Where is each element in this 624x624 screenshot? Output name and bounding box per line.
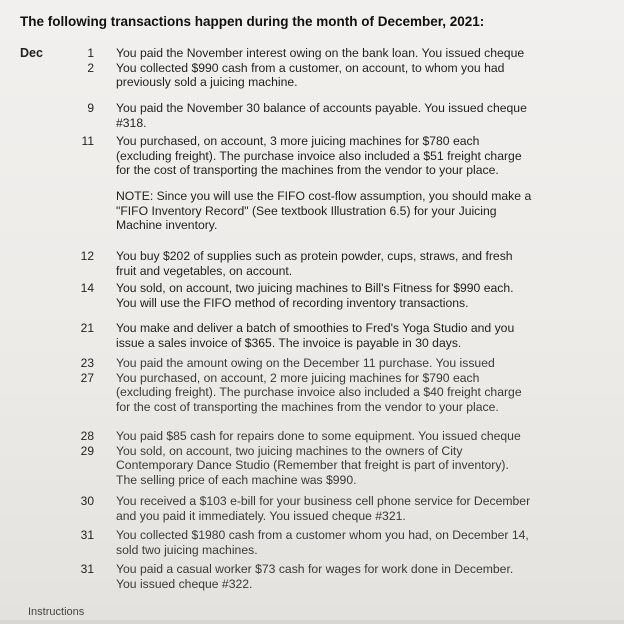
transaction-day (62, 356, 94, 386)
description-line: You paid the amount owing on the December 11 purchase. You issued (116, 356, 495, 370)
transaction-description (116, 134, 616, 178)
description-line: for the cost of transporting the machines from the vendor to your place. (116, 399, 499, 414)
description-line: (excluding freight). The purchase invoice also included a $40 freight charge (116, 385, 522, 399)
description-line: You sold, on account, two juicing machines to the owners of City (116, 443, 463, 458)
transaction-day (62, 528, 94, 543)
description-line: You purchased, on account, 2 more juicing machines for $790 each (116, 370, 480, 385)
description-line: You collected $1980 cash from a customer whom you had, on December 14, (116, 528, 529, 542)
day-number: 9 (87, 101, 94, 115)
day-number: 1 (87, 46, 94, 60)
description-line: You will use the FIFO method of recording inventory transactions. (116, 295, 469, 310)
transaction-description (116, 321, 616, 350)
transaction-description (116, 46, 616, 90)
transaction-description (116, 249, 616, 278)
description-line: Contemporary Dance Studio (Remember that freight is part of inventory). (116, 458, 509, 472)
description-line: (excluding freight). The purchase invoice also included a $51 freight charge (116, 148, 522, 163)
description-line: issue a sales invoice of $365. The invoice is payable in 30 days. (116, 335, 462, 350)
page-title: The following transactions happen during the month of December, 2021: (20, 14, 485, 29)
transaction-description (116, 101, 616, 130)
description-line: sold two juicing machines. (116, 542, 258, 557)
day-number: 27 (80, 371, 94, 385)
transaction-description (116, 494, 616, 523)
day-number: 14 (80, 281, 94, 295)
day-number: 28 (80, 429, 94, 443)
description-line: You purchased, on account, 3 more juicing machines for $780 each (116, 134, 480, 148)
bottom-divider (0, 620, 624, 624)
transaction-description (116, 189, 616, 233)
day-number: 30 (80, 494, 94, 508)
description-line: You collected $990 cash from a customer, on account, to whom you had (116, 60, 505, 75)
transaction-description (116, 562, 616, 591)
description-line: "FIFO Inventory Record" (See textbook Illustration 6.5) for your Juicing (116, 203, 497, 218)
month-label: Dec (20, 46, 43, 60)
transaction-day (62, 429, 94, 459)
description-line: You make and deliver a batch of smoothies to Fred's Yoga Studio and you (116, 321, 515, 335)
description-line: You issued cheque #322. (116, 576, 253, 591)
description-line: Machine inventory. (116, 218, 218, 232)
day-number: 11 (81, 134, 94, 148)
day-number: 21 (80, 321, 94, 335)
description-line: You paid the November 30 balance of accounts payable. You issued cheque (116, 101, 527, 115)
description-line: You paid the November interest owing on the bank loan. You issued cheque (116, 46, 525, 60)
day-number: 31 (80, 528, 94, 542)
description-line: You sold, on account, two juicing machines to Bill's Fitness for $990 each. (116, 281, 514, 295)
transaction-day (62, 562, 94, 577)
day-number: 2 (87, 61, 94, 75)
transaction-description (116, 528, 616, 557)
day-number: 23 (80, 356, 94, 370)
transaction-day (62, 281, 94, 296)
transaction-day (62, 134, 94, 149)
description-line: The selling price of each machine was $990. (116, 472, 357, 487)
description-line: You paid $85 cash for repairs done to some equipment. You issued cheque (116, 429, 521, 443)
transaction-description (116, 281, 616, 310)
day-number: 31 (80, 562, 94, 576)
transaction-description (116, 429, 616, 487)
description-line: You received a $103 e-bill for your business cell phone service for December (116, 494, 531, 508)
day-number: 29 (80, 444, 94, 458)
description-line: You buy $202 of supplies such as protein powder, cups, straws, and fresh (116, 249, 513, 263)
transaction-day (62, 321, 94, 336)
instructions-tab[interactable]: Instructions (28, 606, 85, 618)
description-line: fruit and vegetables, on account. (116, 263, 293, 278)
transaction-day (62, 249, 94, 264)
transaction-day (62, 101, 94, 116)
description-line: NOTE: Since you will use the FIFO cost-flow assumption, you should make a (116, 189, 532, 203)
transaction-day (62, 494, 94, 509)
description-line: for the cost of transporting the machines from the vendor to your place. (116, 163, 499, 177)
day-number: 12 (80, 249, 94, 263)
description-line: previously sold a juicing machine. (116, 75, 298, 89)
description-line: #318. (116, 115, 147, 130)
transaction-description (116, 356, 616, 414)
transaction-day (62, 46, 94, 76)
description-line: and you paid it immediately. You issued cheque #321. (116, 508, 406, 523)
description-line: You paid a casual worker $73 cash for wages for work done in December. (116, 562, 514, 576)
